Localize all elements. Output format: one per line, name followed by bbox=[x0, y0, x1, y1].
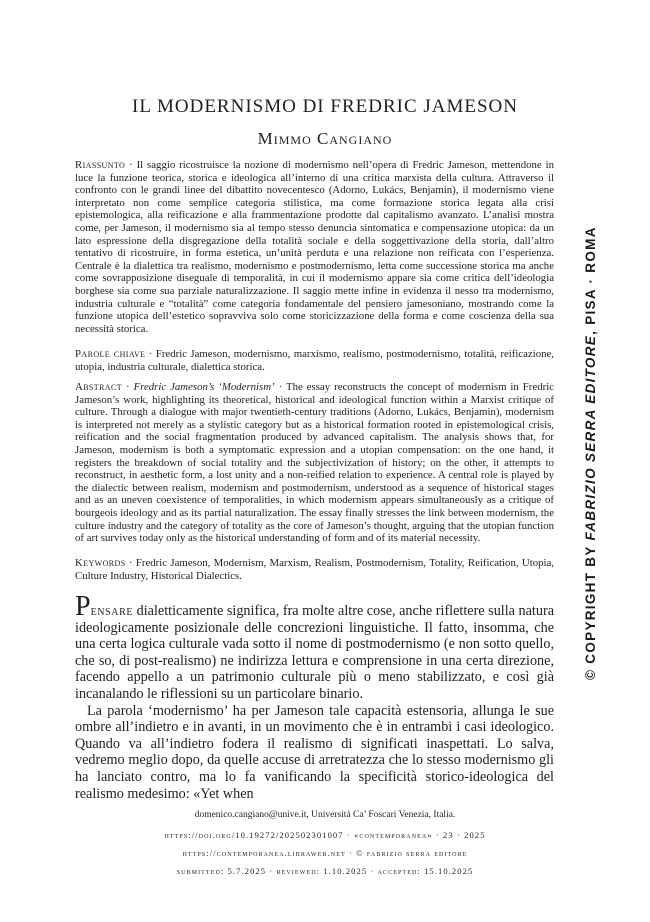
separator: · bbox=[274, 381, 286, 393]
article-body bbox=[75, 591, 554, 802]
article-title: IL MODERNISMO DI FREDRIC JAMESON bbox=[132, 96, 518, 117]
separator: · bbox=[125, 159, 137, 171]
keywords-label: Keywords bbox=[75, 557, 126, 569]
abstract-english-title: Fredric Jameson’s ‘Modernism’ bbox=[133, 381, 275, 393]
author-name: Mimmo Cangiano bbox=[257, 129, 393, 148]
submission-dates-line: submitted: 5.7.2025 · reviewed: 1.10.2025 · accepted: 15.10.2025 bbox=[176, 866, 474, 876]
riassunto-label: Riassunto bbox=[75, 159, 126, 171]
copyright-suffix: , PISA · ROMA bbox=[583, 226, 598, 335]
paragraph-text: dialetticamente significa, fra molte altre cose, anche riflettere sulla natura ideologicamente posizionale delle concrezioni linguistiche. Il fatto, insomma, che una certa logica culturale vada sotto il nome di postmodernismo (e non sotto quello, che so, di post-realismo) ne indirizza lettura e comprensione in una certa direzione, facendo appello a un patrimonio culturale più o meno stabilizzato, e così già incanalando le riflessioni su un particolare binario. bbox=[75, 603, 554, 702]
abstract-text: The essay reconstructs the concept of modernism in Fredric Jameson’s work, highlighting its theoretical, historical and ideological function within a Marxist critique of culture. Through a dialogue with major twentieth-century traditions (Adorno, Lukács, Benjamin), modernism is interpreted not merely as a stylistic category but as a historical formation rooted in epistemological crisis, reification and the social fragmentation produced by advanced capitalism. The analysis shows that, for Jameson, modernism is both a symptomatic expression and a utopian compensation: on the one hand, it registers the breakdown of social totality and the subjectivization of history; on the other, it attempts to reconstruct, in aesthetic form, a lost unity and a non-reified relation to experience. A central role is played by the dialectic between realism, modernism and postmodernism, understood as a sequence of historical stages and as an uneven coexistence of temporalities, in which modernism appears simultaneously as a critique of bourgeois ideology and as its partial naturalization. The essay finally stresses the link between modernism, the culture industry and the category of totality as the core of Jameson’s thought, arguing that the utopian function of art survives today only as the historical understanding of form and of its material necessity. bbox=[75, 381, 554, 545]
body-paragraph bbox=[75, 591, 554, 703]
body-paragraph: La parola ‘modernismo’ ha per Jameson tale capacità estensoria, allunga le sue ombre all’indietro e in avanti, in un movimento che è in entrambi i casi ideologico. Quando va all’indietro fodera il realismo di significati inaspettati. Lo salva, vedremo meglio dopo, da quelle accuse di arretratezza che lo stesso modernismo gli ha lanciato contro, ma lo fa vanificando la specificità storico-ideologica del realismo medesimo: «Yet when bbox=[75, 702, 554, 802]
doi-line: https://doi.org/10.19272/202502301007 · «contemporanea» · 23 · 2025 bbox=[164, 830, 486, 840]
separator: · bbox=[125, 557, 136, 569]
first-word-rest: ensare bbox=[90, 603, 134, 619]
copyright-publisher: FABRIZIO SERRA EDITORE bbox=[583, 334, 598, 541]
parole-chiave-section bbox=[75, 348, 554, 373]
keywords-section bbox=[75, 557, 554, 582]
separator: · bbox=[145, 348, 156, 360]
author-email-affiliation: domenico.cangiano@unive.it, Università Ca’ Foscari Venezia, Italia. bbox=[194, 810, 456, 820]
abstract-section bbox=[75, 381, 554, 545]
parole-chiave-label: Parole chiave bbox=[75, 348, 146, 360]
riassunto-text: Il saggio ricostruisce la nozione di modernismo nell’opera di Fredric Jameson, mettendone in luce la funzione teorica, storica e ideologica all’interno di una critica marxista della cultura. Attraverso il confronto con le grandi linee del dibattito novecentesco (Adorno, Lukács, Benjamin), il modernismo viene interpretato non come semplice categoria stilistica, ma come formazione storica legata alla crisi epistemologica, alla reificazione e alla frammentazione prodotte dal capitalismo avanzato. L’analisi mostra come, per Jameson, il modernismo sia al tempo stesso denuncia sintomatica e compensazione utopica: da un lato espressione della disgregazione della totalità sociale e della soggettivazione della storia, dall’altro tentativo di ricostruire, in forma estetica, un’unità perduta e una relazione non reificata con l’esperienza. Centrale è la dialettica tra realismo, modernismo e postmodernismo, letta come successione storica ma anche come sovrapposizione diseguale di temporalità, in cui il modernismo appare sia come critica dell’ideologia borghese sia come sua parziale naturalizzazione. Il saggio mette infine in evidenza il nesso tra modernismo, industria culturale e “totalità” come categoria fondamentale del pensiero jamesoniano, mostrando come la funzione utopica dell’estetico sopravviva solo come storicizzazione della forma e come coscienza della sua necessità storica. bbox=[75, 159, 554, 335]
keywords-text: Fredric Jameson, Modernism, Marxism, Realism, Postmodernism, Totality, Reification, Utopia, Culture Industry, Historical Dialectics. bbox=[75, 557, 554, 582]
drop-cap: P bbox=[75, 591, 91, 622]
copyright-notice bbox=[583, 210, 598, 680]
copyright-prefix: © COPYRIGHT BY bbox=[583, 540, 598, 680]
abstract-label: Abstract bbox=[75, 381, 123, 393]
parole-chiave-text: Fredric Jameson, modernismo, marxismo, realismo, postmodernismo, totalità, reificazione, utopia, industria culturale, dialettica storica. bbox=[75, 348, 555, 373]
riassunto-section bbox=[75, 159, 554, 335]
journal-url-line: https://contemporanea.libraweb.net · © fabrizio serra editore bbox=[182, 848, 468, 858]
separator: · bbox=[122, 381, 134, 393]
